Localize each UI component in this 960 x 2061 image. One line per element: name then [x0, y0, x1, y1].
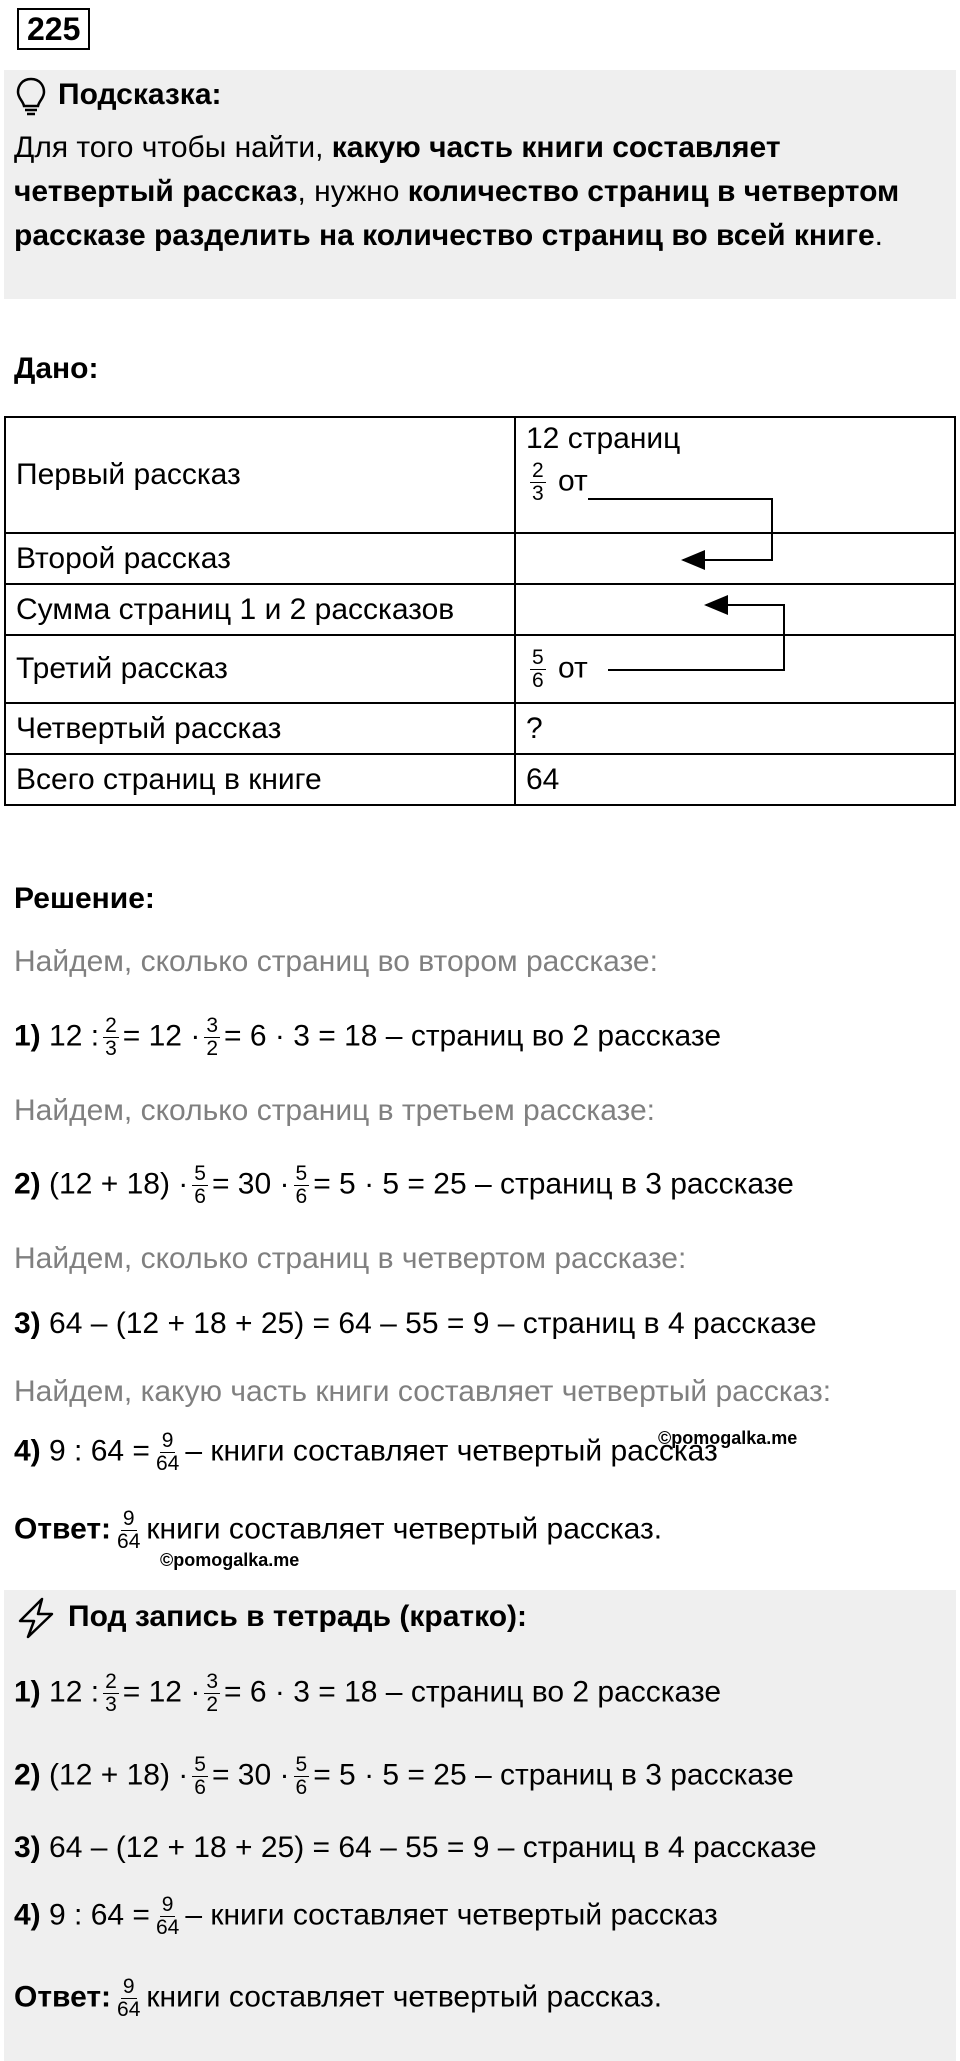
- note-step-3: 3) 64 – (12 + 18 + 25) = 64 – 55 = 9 – страниц в 4 рассказе: [14, 1831, 817, 1864]
- table-arrows: [0, 0, 960, 820]
- fraction: $\frac{5}{6}$: [532, 645, 544, 692]
- step-1: 1) 12 : $\frac{2}{3}$ = 12 · $\frac{3}{2}$ = 6 · 3 = 18 – страниц во 2 рассказе: [14, 1014, 722, 1060]
- note-step-1: 1) 12 : $\frac{2}{3}$ = 12 · $\frac{3}{2}$ = 6 · 3 = 18 – страниц во 2 рассказе: [14, 1670, 722, 1716]
- hint-text: Для того чтобы найти, какую часть книги составляет четвертый рассказ, нужно количество страниц в четвертом рассказе разделить на количество страниц во всей книге.: [14, 131, 900, 252]
- arrow-line: [588, 499, 772, 560]
- solution-title: Решение:: [14, 882, 155, 915]
- step-2: 2) (12 + 18) · $\frac{5}{6}$ = 30 · $\frac{5}{6}$ = 5 · 5 = 25 – страниц в 3 рассказе: [14, 1162, 794, 1208]
- row-label: Всего страниц в книге: [5, 754, 515, 805]
- task-number: 225: [17, 8, 90, 50]
- row-label: Первый рассказ: [5, 417, 515, 533]
- step-comment: Найдем, сколько страниц в четвертом рассказе:: [14, 1242, 687, 1275]
- step-comment: Найдем, какую часть книги составляет четвертый рассказ:: [14, 1375, 832, 1408]
- notebook-title: Под запись в тетрадь (кратко):: [68, 1600, 528, 1633]
- step-3: 3) 64 – (12 + 18 + 25) = 64 – 55 = 9 – страниц в 4 рассказе: [14, 1307, 817, 1340]
- fraction: $\frac{2}{3}$: [532, 459, 544, 505]
- answer: Ответ: $\frac{9}{64}$ книги составляет четвертый рассказ.: [14, 1507, 663, 1553]
- row-label: Сумма страниц 1 и 2 рассказов: [5, 584, 515, 635]
- step-4: 4) 9 : 64 = $\frac{9}{64}$ – книги составляет четвертый рассказ: [14, 1429, 718, 1475]
- note-step-2: 2) (12 + 18) · $\frac{5}{6}$ = 30 · $\frac{5}{6}$ = 5 · 5 = 25 – страниц в 3 рассказе: [14, 1753, 794, 1799]
- watermark: ©pomogalka.me: [160, 1550, 300, 1570]
- given-title: Дано:: [14, 352, 99, 385]
- step-comment: Найдем, сколько страниц во втором рассказе:: [14, 945, 658, 978]
- watermark: ©pomogalka.me: [658, 1428, 798, 1448]
- hint-title: Подсказка:: [58, 78, 222, 111]
- row-label: Четвертый рассказ: [5, 703, 515, 754]
- lightning-icon: [14, 1596, 58, 1640]
- row-label: Второй рассказ: [5, 533, 515, 584]
- step-comment: Найдем, сколько страниц в третьем рассказе:: [14, 1094, 655, 1127]
- row-value: $\frac{5}{6}$ от: [515, 635, 955, 703]
- row-label: Третий рассказ: [5, 635, 515, 703]
- row-value: 12 страниц $\frac{2}{3}$ от: [515, 417, 955, 533]
- note-answer: Ответ: $\frac{9}{64}$ книги составляет четвертый рассказ.: [14, 1975, 663, 2021]
- note-step-4: 4) 9 : 64 = $\frac{9}{64}$ – книги составляет четвертый рассказ: [14, 1893, 718, 1939]
- row-value: 64: [515, 754, 955, 805]
- arrow-line: [608, 605, 784, 670]
- row-value: ?: [515, 703, 955, 754]
